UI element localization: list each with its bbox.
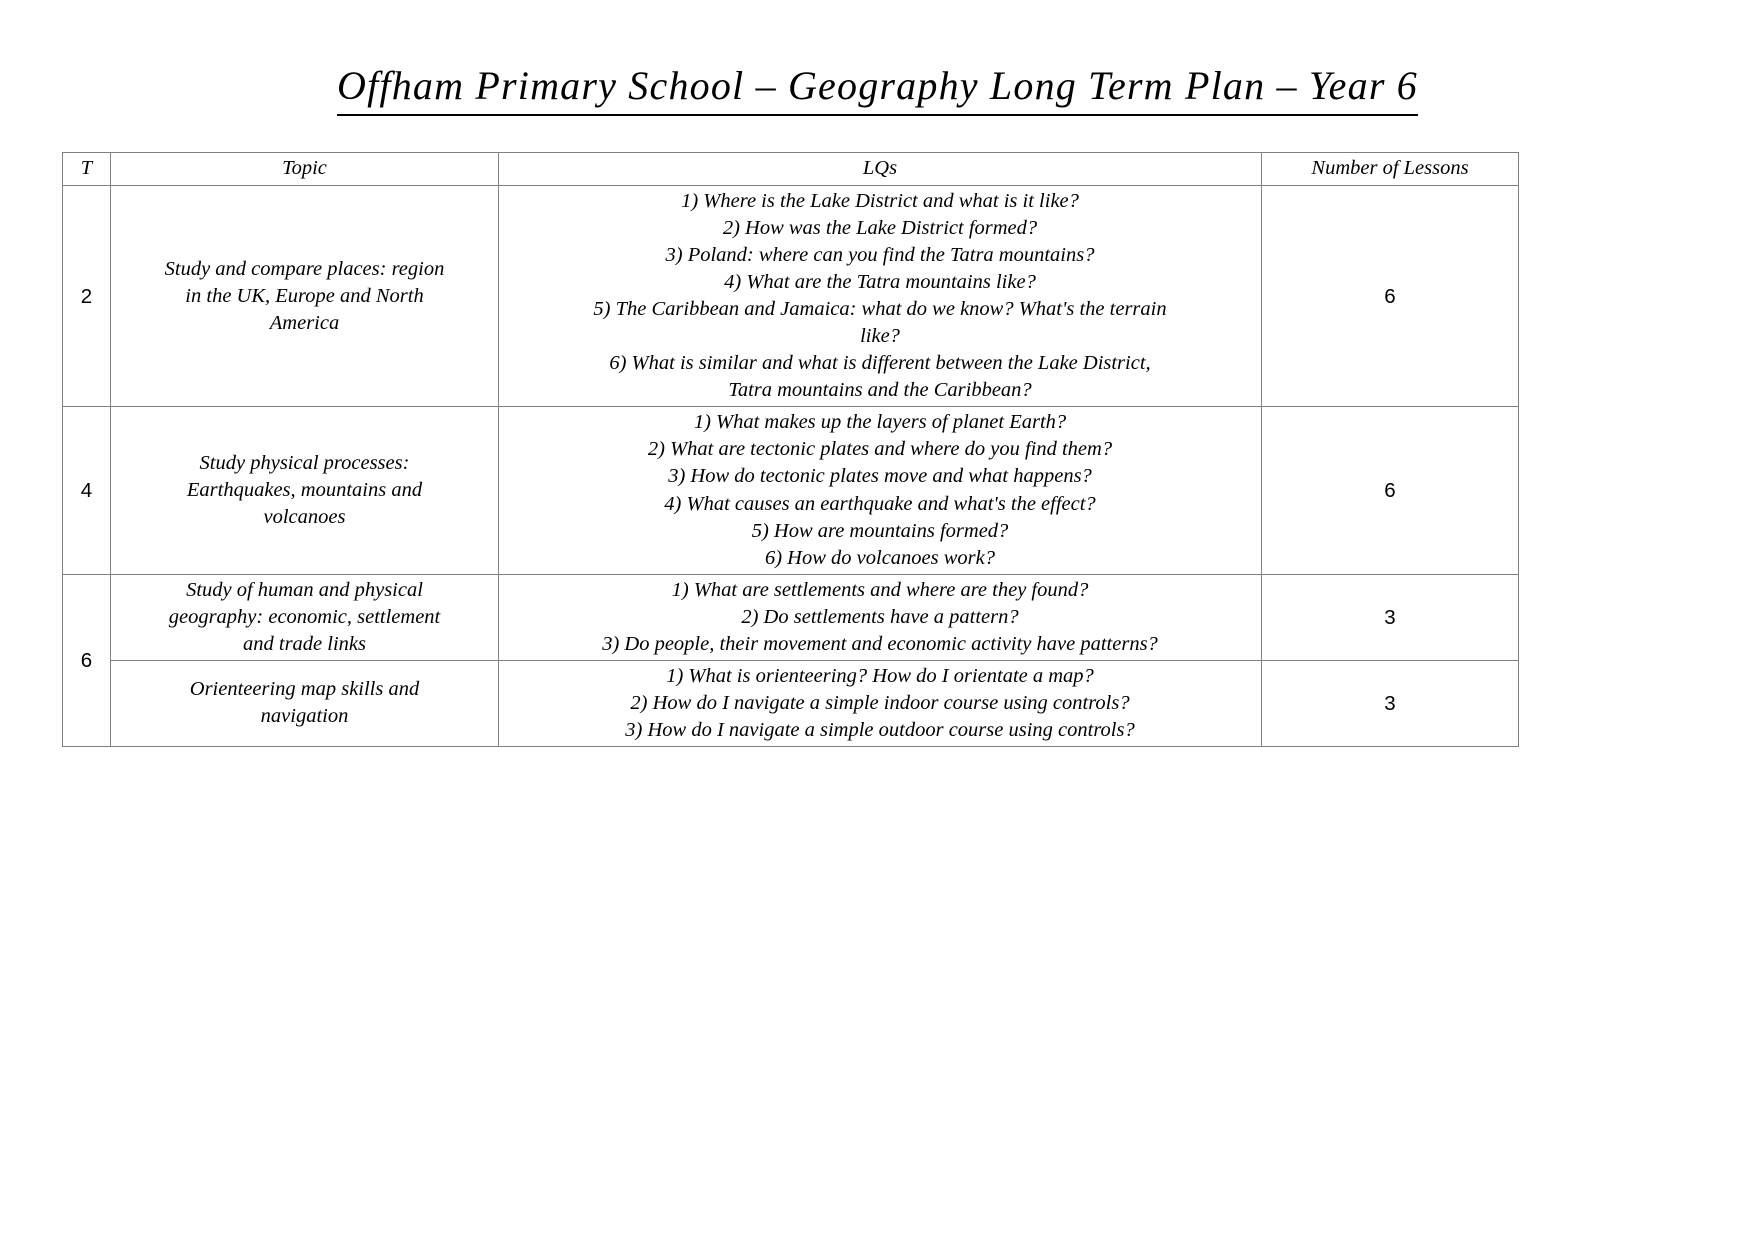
- topic-cell: [111, 574, 499, 660]
- table-row: [63, 660, 1519, 746]
- lq-line: like?: [860, 325, 900, 348]
- lq-line: 2) What are tectonic plates and where do you find them?: [647, 438, 1113, 461]
- topic-cell: [111, 407, 499, 574]
- lqs-cell: [499, 660, 1262, 746]
- lqs-cell: [499, 574, 1262, 660]
- lqs-cell: [499, 407, 1262, 574]
- topic-line: geography: economic, settlement: [168, 605, 441, 628]
- long-term-plan-table: [62, 152, 1519, 747]
- lessons-cell: 6: [1262, 186, 1519, 407]
- column-header-lessons: Number of Lessons: [1262, 153, 1519, 186]
- lq-line: 6) How do volcanoes work?: [764, 546, 996, 569]
- lqs-cell: [499, 186, 1262, 407]
- topic-line: Study physical processes:: [199, 451, 410, 474]
- lessons-cell: 3: [1262, 660, 1519, 746]
- topic-line: volcanoes: [263, 506, 346, 529]
- table-row: [63, 574, 1519, 660]
- lq-line: 1) Where is the Lake District and what is it like?: [681, 190, 1079, 212]
- lq-line: 2) Do settlements have a pattern?: [741, 605, 1019, 628]
- page-title: [0, 0, 1755, 116]
- lq-line: 1) What is orienteering? How do I orientate a map?: [666, 664, 1094, 687]
- lq-line: 2) How was the Lake District formed?: [722, 217, 1038, 240]
- topic-line: Earthquakes, mountains and: [186, 478, 423, 501]
- table-row: [63, 407, 1519, 574]
- lq-line: 4) What causes an earthquake and what's the effect?: [664, 492, 1096, 515]
- column-header-lqs: LQs: [499, 153, 1262, 186]
- lessons-cell: 3: [1262, 574, 1519, 660]
- lq-line: 3) How do tectonic plates move and what happens?: [668, 465, 1092, 488]
- topic-line: Study and compare places: region: [164, 257, 445, 280]
- lq-line: 1) What makes up the layers of planet Earth?: [693, 411, 1067, 434]
- page-title-text: Offham Primary School – Geography Long Term Plan – Year 6: [337, 62, 1418, 116]
- lq-line: 2) How do I navigate a simple indoor course using controls?: [630, 691, 1130, 714]
- lq-line: 6) What is similar and what is different between the Lake District,: [609, 352, 1151, 375]
- lq-line: 3) Do people, their movement and economic activity have patterns?: [602, 632, 1158, 655]
- topic-cell: [111, 660, 499, 746]
- topic-cell: [111, 186, 499, 407]
- lq-line: 3) Poland: where can you find the Tatra mountains?: [665, 244, 1095, 267]
- lq-line: 5) The Caribbean and Jamaica: what do we know? What's the terrain: [593, 298, 1167, 321]
- topic-line: America: [269, 311, 340, 334]
- term-cell: 4: [63, 407, 111, 574]
- lq-line: 1) What are settlements and where are they found?: [671, 578, 1089, 601]
- topic-line: in the UK, Europe and North: [185, 284, 424, 307]
- column-header-term: T: [63, 153, 111, 186]
- term-cell: 2: [63, 186, 111, 407]
- table-row: [63, 186, 1519, 407]
- topic-line: Orienteering map skills and: [189, 678, 420, 701]
- topic-line: Study of human and physical: [186, 578, 423, 601]
- column-header-topic: Topic: [111, 153, 499, 186]
- lq-line: 5) How are mountains formed?: [751, 519, 1009, 542]
- table-header-row: [63, 153, 1519, 186]
- lq-line: 4) What are the Tatra mountains like?: [724, 271, 1036, 294]
- term-cell: 6: [63, 574, 111, 746]
- topic-line: navigation: [260, 705, 349, 728]
- lq-line: Tatra mountains and the Caribbean?: [728, 379, 1032, 402]
- lessons-cell: 6: [1262, 407, 1519, 574]
- topic-line: and trade links: [243, 632, 366, 655]
- lq-line: 3) How do I navigate a simple outdoor course using controls?: [625, 718, 1135, 741]
